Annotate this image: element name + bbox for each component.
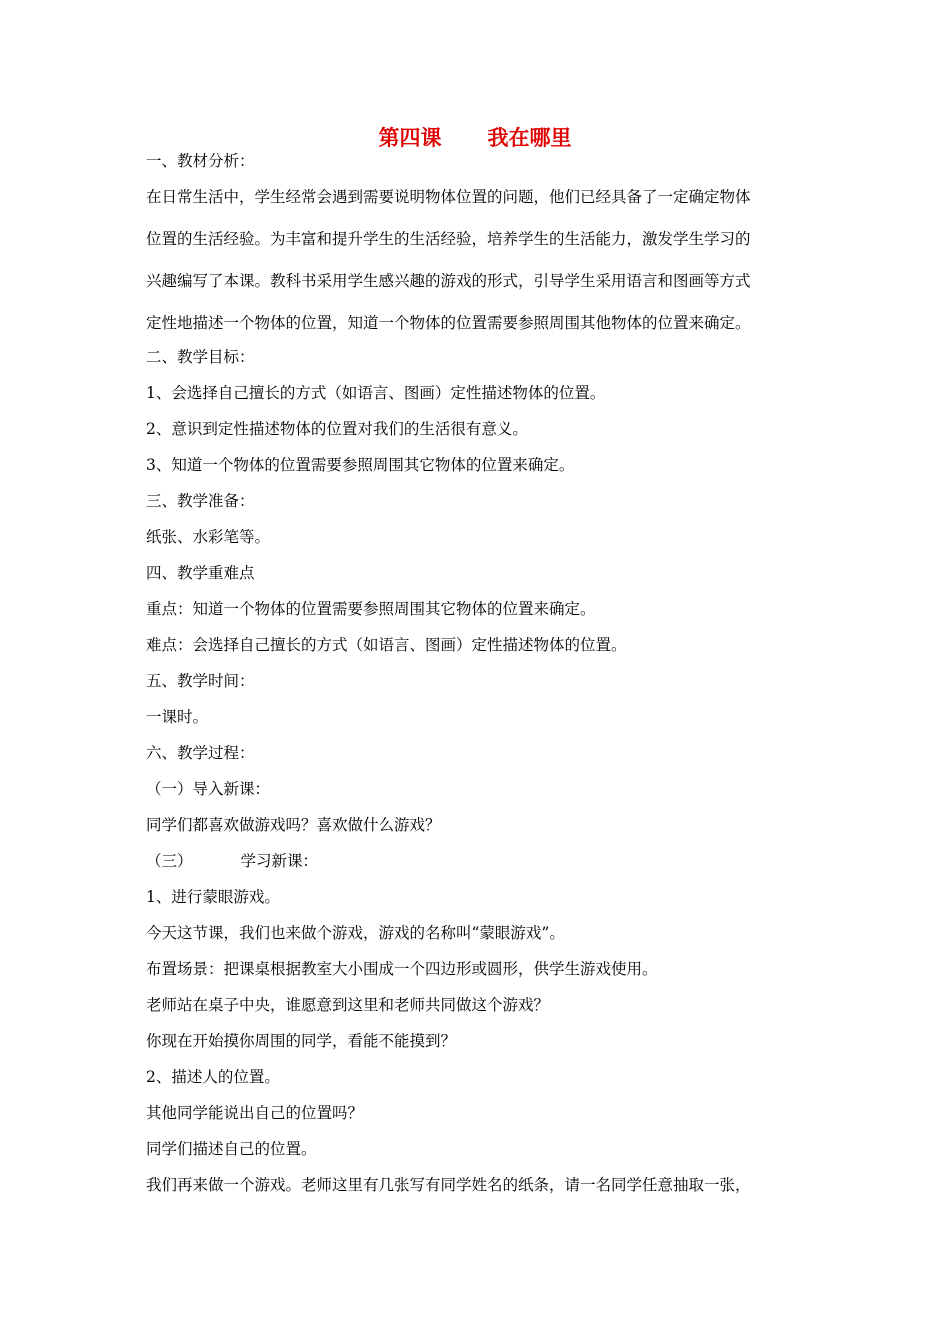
paragraph-line: 今天这节课，我们也来做个游戏，游戏的名称叫“蒙眼游戏”。 <box>146 924 565 942</box>
paragraph-line: 同学们都喜欢做游戏吗？喜欢做什么游戏？ <box>146 816 441 834</box>
subheading-text: 学习新课： <box>240 852 319 870</box>
subheading-number: （三） <box>146 852 193 870</box>
paragraph-line: 同学们描述自己的位置。 <box>146 1140 317 1158</box>
heading-material-analysis: 一、教材分析： <box>146 152 255 170</box>
paragraph-line: 布置场景：把课桌根据教室大小围成一个四边形或圆形，供学生游戏使用。 <box>146 960 658 978</box>
heading-teaching-process: 六、教学过程： <box>146 744 255 762</box>
title-lesson-name: 我在哪里 <box>487 126 572 150</box>
paragraph-line: 定性地描述一个物体的位置，知道一个物体的位置需要参照周围其他物体的位置来确定。 <box>146 314 751 332</box>
paragraph-line: 你现在开始摸你周围的同学，看能不能摸到？ <box>146 1032 457 1050</box>
subheading-introduction: （一）导入新课： <box>146 780 271 798</box>
subheading-new-lesson <box>146 850 826 872</box>
paragraph-line: 纸张、水彩笔等。 <box>146 528 271 546</box>
heading-teaching-time: 五、教学时间： <box>146 672 255 690</box>
paragraph-line: 在日常生活中，学生经常会遇到需要说明物体位置的问题，他们已经具备了一定确定物体 <box>146 188 751 206</box>
key-point: 重点：知道一个物体的位置需要参照周围其它物体的位置来确定。 <box>146 600 596 618</box>
step-heading: 2、描述人的位置。 <box>146 1068 280 1086</box>
paragraph-line: 一课时。 <box>146 708 209 726</box>
goal-item: 2、意识到定性描述物体的位置对我们的生活很有意义。 <box>146 420 528 438</box>
paragraph-line: 我们再来做一个游戏。老师这里有几张写有同学姓名的纸条，请一名同学任意抽取一张， <box>146 1176 751 1194</box>
heading-preparation: 三、教学准备： <box>146 492 255 510</box>
goal-item: 1、会选择自己擅长的方式（如语言、图画）定性描述物体的位置。 <box>146 384 606 402</box>
heading-key-points: 四、教学重难点 <box>146 564 255 582</box>
paragraph-line: 位置的生活经验。为丰富和提升学生的生活经验，培养学生的生活能力，激发学生学习的 <box>146 230 751 248</box>
document-title <box>0 124 950 152</box>
paragraph-line: 兴趣编写了本课。教科书采用学生感兴趣的游戏的形式，引导学生采用语言和图画等方式 <box>146 272 751 290</box>
step-heading: 1、进行蒙眼游戏。 <box>146 888 280 906</box>
difficult-point: 难点：会选择自己擅长的方式（如语言、图画）定性描述物体的位置。 <box>146 636 627 654</box>
heading-teaching-goals: 二、教学目标： <box>146 348 255 366</box>
paragraph-line: 其他同学能说出自己的位置吗？ <box>146 1104 364 1122</box>
paragraph-line: 老师站在桌子中央，谁愿意到这里和老师共同做这个游戏？ <box>146 996 550 1014</box>
goal-item: 3、知道一个物体的位置需要参照周围其它物体的位置来确定。 <box>146 456 575 474</box>
title-lesson-number: 第四课 <box>378 126 442 150</box>
